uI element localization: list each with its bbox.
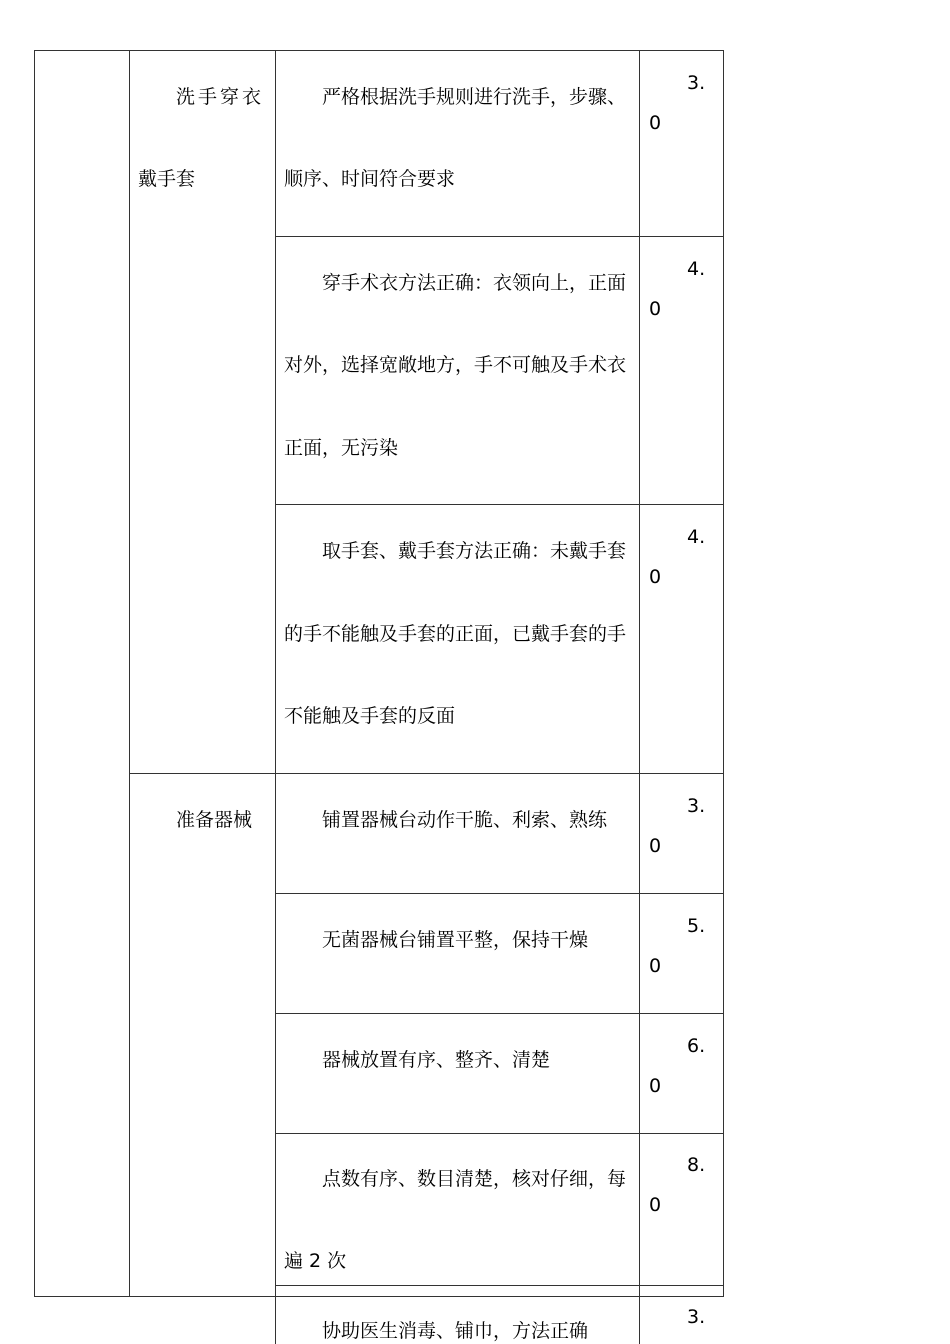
row-divider: [275, 236, 724, 237]
row-divider: [275, 1285, 724, 1286]
score-value: 6.: [687, 1035, 706, 1057]
score-value: 8.: [687, 1154, 706, 1176]
row-divider: [275, 504, 724, 505]
category-label: 戴手套: [138, 168, 196, 190]
criteria-text: 协助医生消毒、铺巾，方法正确: [322, 1320, 589, 1342]
row-divider: [275, 1013, 724, 1014]
score-value: 0: [649, 835, 662, 857]
score-value: 0: [649, 112, 662, 134]
criteria-text: 器械放置有序、整齐、清楚: [322, 1049, 551, 1071]
category-label: 洗手穿衣: [176, 86, 265, 108]
criteria-text: 不能触及手套的反面: [284, 705, 456, 727]
score-value: 4.: [687, 258, 706, 280]
column-divider-3: [639, 50, 640, 1344]
score-value: 0: [649, 1194, 662, 1216]
score-value: 0: [649, 566, 662, 588]
column-divider-1: [129, 50, 130, 1297]
score-value: 5.: [687, 915, 706, 937]
score-cell: [640, 1306, 722, 1344]
score-value: 0: [649, 955, 662, 977]
score-value: 3.: [687, 1306, 706, 1328]
score-value: 3.: [687, 72, 706, 94]
criteria-text: 严格根据洗手规则进行洗手，步骤、: [322, 86, 627, 108]
score-value: 0: [649, 298, 662, 320]
table-left-border: [34, 50, 35, 1297]
criteria-text: 顺序、时间符合要求: [284, 168, 456, 190]
criteria-text: 的手不能触及手套的正面，已戴手套的手: [284, 623, 627, 645]
score-value: 3.: [687, 795, 706, 817]
column-divider-2: [275, 50, 276, 1344]
criteria-text: 遍 2 次: [284, 1250, 347, 1272]
criteria-text: 正面，无污染: [284, 437, 399, 459]
table-right-border: [723, 50, 724, 1297]
score-value: 0: [649, 1075, 662, 1097]
criteria-text: 铺置器械台动作干脆、利索、熟练: [322, 809, 608, 831]
group-divider: [129, 773, 724, 774]
criteria-text: 无菌器械台铺置平整，保持干燥: [322, 929, 589, 951]
table-top-border: [34, 50, 724, 51]
score-value: 4.: [687, 526, 706, 548]
row-divider: [275, 1133, 724, 1134]
table-bottom-border: [34, 1296, 724, 1297]
criteria-text: 取手套、戴手套方法正确：未戴手套: [322, 540, 627, 562]
criteria-text: 对外，选择宽敞地方，手不可触及手术衣: [284, 354, 627, 376]
criteria-text: 点数有序、数目清楚，核对仔细，每: [322, 1168, 627, 1190]
criteria-text: 穿手术衣方法正确：衣领向上，正面: [322, 272, 627, 294]
category-label: 准备器械: [176, 809, 253, 831]
row-divider: [275, 893, 724, 894]
